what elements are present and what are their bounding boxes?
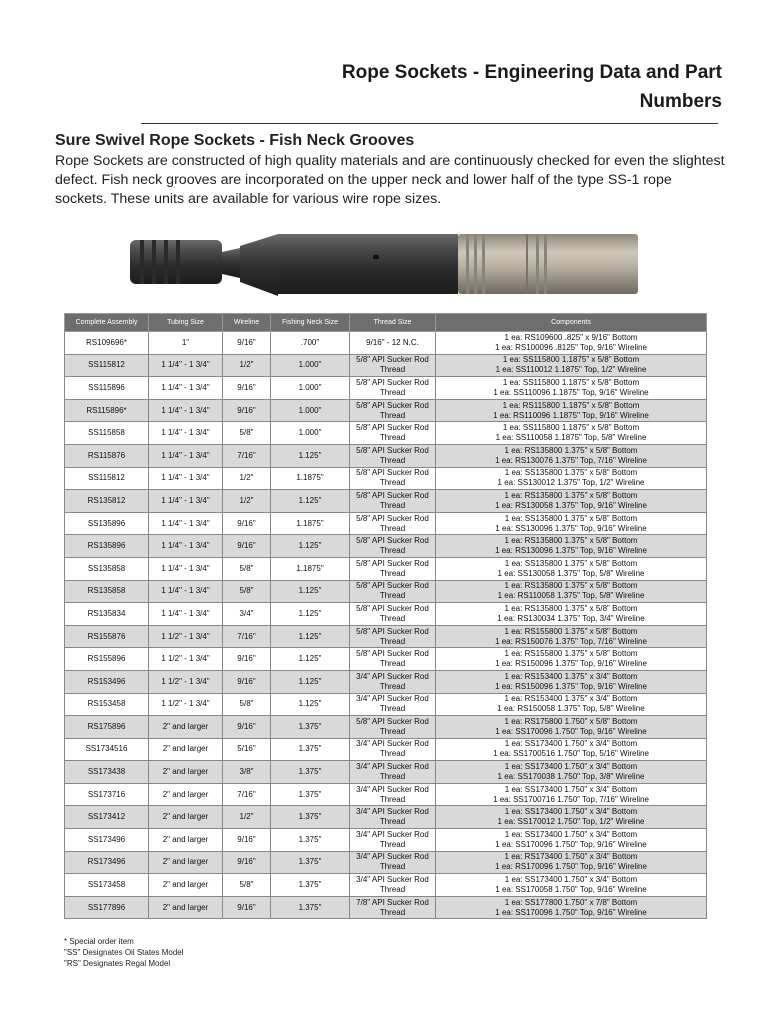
- cell-assembly: SS173716: [65, 783, 149, 806]
- cell-components: [436, 467, 707, 490]
- cell-fishing-neck: 1.000": [271, 377, 350, 400]
- cell-components: [436, 399, 707, 422]
- cell-components: [436, 896, 707, 919]
- cell-tubing-size: 1 1/4" - 1 3/4": [149, 490, 223, 513]
- component-line: 1 ea: SS170096 1.750" Top, 9/16" Wireline: [495, 907, 647, 917]
- component-line: 1 ea: RS150076 1.375" Top, 7/16" Wireline: [495, 636, 647, 646]
- cell-tubing-size: 1 1/4" - 1 3/4": [149, 399, 223, 422]
- component-line: 1 ea: SS1700716 1.750" Top, 7/16" Wireline: [493, 794, 649, 804]
- table-row: [65, 603, 707, 626]
- component-line: 1 ea: SS135800 1.375" x 5/8" Bottom: [504, 558, 638, 568]
- cell-wireline: 5/8": [223, 557, 271, 580]
- cell-assembly: RS109696*: [65, 332, 149, 355]
- cell-fishing-neck: 1.375": [271, 851, 350, 874]
- table-row: [65, 783, 707, 806]
- cell-thread-size: 3/4" API Sucker Rod Thread: [350, 670, 436, 693]
- component-line: 1 ea: RS170096 1.750" Top, 9/16" Wireline: [495, 862, 647, 872]
- cell-fishing-neck: 1.375": [271, 761, 350, 784]
- cell-thread-size: 3/4" API Sucker Rod Thread: [350, 761, 436, 784]
- cell-thread-size: 9/16" - 12 N.C.: [350, 332, 436, 355]
- cell-tubing-size: 2" and larger: [149, 851, 223, 874]
- cell-assembly: RS175896: [65, 716, 149, 739]
- component-line: 1 ea: SS110058 1.1875" Top, 5/8" Wireline: [495, 433, 647, 443]
- title-divider: [141, 123, 718, 124]
- cell-fishing-neck: 1.375": [271, 783, 350, 806]
- cell-fishing-neck: 1.375": [271, 829, 350, 852]
- cell-components: [436, 444, 707, 467]
- component-line: 1 ea: SS173400 1.750" x 3/4" Bottom: [504, 875, 638, 885]
- table-row: [65, 693, 707, 716]
- cell-tubing-size: 2" and larger: [149, 806, 223, 829]
- cell-assembly: RS135812: [65, 490, 149, 513]
- component-line: 1 ea: SS110012 1.1875" Top, 1/2" Wireline: [495, 365, 647, 375]
- cell-fishing-neck: .700": [271, 332, 350, 355]
- cell-components: [436, 874, 707, 897]
- cell-thread-size: 3/4" API Sucker Rod Thread: [350, 806, 436, 829]
- cell-components: [436, 829, 707, 852]
- table-row: [65, 444, 707, 467]
- cell-thread-size: 7/8" API Sucker Rod Thread: [350, 896, 436, 919]
- component-line: 1 ea: RS155800 1.375" x 5/8" Bottom: [504, 649, 638, 659]
- cell-wireline: 9/16": [223, 716, 271, 739]
- cell-fishing-neck: 1.125": [271, 444, 350, 467]
- component-line: 1 ea: RS173400 1.750" x 3/4" Bottom: [504, 852, 638, 862]
- component-line: 1 ea: RS155800 1.375" x 5/8" Bottom: [504, 626, 638, 636]
- cell-wireline: 7/16": [223, 783, 271, 806]
- table-row: [65, 557, 707, 580]
- cell-assembly: SS1734516: [65, 738, 149, 761]
- cell-components: [436, 851, 707, 874]
- cell-tubing-size: 2" and larger: [149, 761, 223, 784]
- cell-components: [436, 716, 707, 739]
- cell-fishing-neck: 1.1875": [271, 557, 350, 580]
- component-line: 1 ea: RS150058 1.375" Top, 5/8" Wireline: [497, 704, 645, 714]
- component-line: 1 ea: RS109600 .825" x 9/16" Bottom: [504, 332, 638, 342]
- cell-assembly: RS135896: [65, 535, 149, 558]
- cell-wireline: 9/16": [223, 512, 271, 535]
- component-line: 1 ea: SS170096 1.750" Top, 9/16" Wireline: [495, 726, 647, 736]
- footnote-rs-model: "RS" Designates Regal Model: [64, 959, 171, 968]
- component-line: 1 ea: SS135800 1.375" x 5/8" Bottom: [504, 468, 638, 478]
- cell-thread-size: 3/4" API Sucker Rod Thread: [350, 693, 436, 716]
- footnotes: [64, 936, 184, 969]
- cell-tubing-size: 1 1/4" - 1 3/4": [149, 444, 223, 467]
- cell-fishing-neck: 1.125": [271, 670, 350, 693]
- cell-wireline: 1/2": [223, 467, 271, 490]
- cell-assembly: SS115858: [65, 422, 149, 445]
- table-row: [65, 625, 707, 648]
- cell-fishing-neck: 1.125": [271, 490, 350, 513]
- cell-tubing-size: 1 1/4" - 1 3/4": [149, 557, 223, 580]
- cell-components: [436, 693, 707, 716]
- cell-wireline: 9/16": [223, 829, 271, 852]
- cell-thread-size: 5/8" API Sucker Rod Thread: [350, 603, 436, 626]
- cell-components: [436, 783, 707, 806]
- component-line: 1 ea: SS135800 1.375" x 5/8" Bottom: [504, 513, 638, 523]
- component-line: 1 ea: RS100096 .8125" Top, 9/16" Wireline: [495, 342, 647, 352]
- cell-tubing-size: 1 1/4" - 1 3/4": [149, 580, 223, 603]
- table-row: [65, 377, 707, 400]
- cell-components: [436, 377, 707, 400]
- component-line: 1 ea: SS130058 1.375" Top, 5/8" Wireline: [497, 568, 645, 578]
- cell-assembly: SS177896: [65, 896, 149, 919]
- table-row: [65, 806, 707, 829]
- table-row: [65, 738, 707, 761]
- cell-assembly: SS135896: [65, 512, 149, 535]
- page-title-line-2: Numbers: [639, 91, 722, 112]
- cell-assembly: SS173496: [65, 829, 149, 852]
- component-line: 1 ea: RS150096 1.375" Top, 9/16" Wireline: [495, 659, 647, 669]
- cell-wireline: 5/8": [223, 874, 271, 897]
- cell-assembly: RS173496: [65, 851, 149, 874]
- cell-thread-size: 5/8" API Sucker Rod Thread: [350, 422, 436, 445]
- cell-fishing-neck: 1.125": [271, 625, 350, 648]
- component-line: 1 ea: RS150096 1.375" Top, 9/16" Wireline: [495, 681, 647, 691]
- cell-fishing-neck: 1.125": [271, 693, 350, 716]
- component-line: 1 ea: SS110096 1.1875" Top, 9/16" Wireline: [493, 387, 649, 397]
- cell-tubing-size: 2" and larger: [149, 783, 223, 806]
- cell-fishing-neck: 1.375": [271, 738, 350, 761]
- cell-components: [436, 512, 707, 535]
- table-row: [65, 512, 707, 535]
- component-line: 1 ea: RS135800 1.375" x 5/8" Bottom: [504, 536, 638, 546]
- cell-components: [436, 354, 707, 377]
- component-line: 1 ea: SS177800 1.750" x 7/8" Bottom: [504, 897, 638, 907]
- cell-assembly: RS153458: [65, 693, 149, 716]
- cell-wireline: 9/16": [223, 648, 271, 671]
- cell-wireline: 5/8": [223, 422, 271, 445]
- table-row: [65, 761, 707, 784]
- footnote-special-order: * Special order item: [64, 937, 134, 946]
- cell-thread-size: 5/8" API Sucker Rod Thread: [350, 490, 436, 513]
- cell-wireline: 1/2": [223, 490, 271, 513]
- cell-thread-size: 5/8" API Sucker Rod Thread: [350, 535, 436, 558]
- cell-assembly: SS115812: [65, 354, 149, 377]
- cell-wireline: 7/16": [223, 625, 271, 648]
- cell-tubing-size: 1 1/4" - 1 3/4": [149, 467, 223, 490]
- cell-components: [436, 603, 707, 626]
- table-row: [65, 851, 707, 874]
- cell-wireline: 9/16": [223, 851, 271, 874]
- cell-components: [436, 738, 707, 761]
- cell-wireline: 5/16": [223, 738, 271, 761]
- cell-components: [436, 557, 707, 580]
- cell-thread-size: 5/8" API Sucker Rod Thread: [350, 557, 436, 580]
- cell-tubing-size: 1 1/2" - 1 3/4": [149, 648, 223, 671]
- cell-components: [436, 761, 707, 784]
- cell-components: [436, 422, 707, 445]
- component-line: 1 ea: RS135800 1.375" x 5/8" Bottom: [504, 581, 638, 591]
- cell-wireline: 9/16": [223, 399, 271, 422]
- cell-thread-size: 3/4" API Sucker Rod Thread: [350, 874, 436, 897]
- header-fishing-neck-size: Fishing Neck Size: [271, 314, 350, 332]
- table-row: [65, 467, 707, 490]
- component-line: 1 ea: RS110096 1.1875" Top, 9/16" Wireline: [493, 410, 649, 420]
- component-line: 1 ea: RS115800 1.1875" x 5/8" Bottom: [502, 400, 640, 410]
- cell-assembly: SS173438: [65, 761, 149, 784]
- component-line: 1 ea: SS170012 1.750" Top, 1/2" Wireline: [497, 817, 645, 827]
- cell-fishing-neck: 1.000": [271, 354, 350, 377]
- cell-tubing-size: 2" and larger: [149, 896, 223, 919]
- cell-wireline: 1/2": [223, 354, 271, 377]
- component-line: 1 ea: SS170096 1.750" Top, 9/16" Wireline: [495, 839, 647, 849]
- component-line: 1 ea: SS1700516 1.750" Top, 5/16" Wireline: [493, 749, 649, 759]
- cell-thread-size: 5/8" API Sucker Rod Thread: [350, 399, 436, 422]
- component-line: 1 ea: RS175800 1.750" x 5/8" Bottom: [504, 716, 638, 726]
- cell-wireline: 5/8": [223, 580, 271, 603]
- cell-fishing-neck: 1.375": [271, 874, 350, 897]
- table-row: [65, 399, 707, 422]
- cell-wireline: 3/4": [223, 603, 271, 626]
- table-header-row: [65, 314, 707, 332]
- cell-components: [436, 670, 707, 693]
- cell-tubing-size: 1 1/4" - 1 3/4": [149, 512, 223, 535]
- component-line: 1 ea: SS173400 1.750" x 3/4" Bottom: [504, 829, 638, 839]
- cell-thread-size: 5/8" API Sucker Rod Thread: [350, 512, 436, 535]
- component-line: 1 ea: SS170058 1.750" Top, 9/16" Wireline: [495, 885, 647, 895]
- cell-tubing-size: 1 1/4" - 1 3/4": [149, 377, 223, 400]
- component-line: 1 ea: SS130096 1.375" Top, 9/16" Wireline: [495, 523, 647, 533]
- cell-wireline: 5/8": [223, 693, 271, 716]
- cell-assembly: RS155876: [65, 625, 149, 648]
- footnote-ss-model: "SS" Designates Oil States Model: [64, 948, 184, 957]
- table-row: [65, 422, 707, 445]
- cell-thread-size: 5/8" API Sucker Rod Thread: [350, 467, 436, 490]
- cell-components: [436, 648, 707, 671]
- cell-fishing-neck: 1.375": [271, 716, 350, 739]
- cell-tubing-size: 1 1/2" - 1 3/4": [149, 693, 223, 716]
- cell-fishing-neck: 1.375": [271, 896, 350, 919]
- cell-assembly: RS115876: [65, 444, 149, 467]
- cell-wireline: 9/16": [223, 896, 271, 919]
- page-title-line-1: Rope Sockets - Engineering Data and Part: [341, 62, 722, 83]
- table-row: [65, 829, 707, 852]
- intro-paragraph: Rope Sockets are constructed of high quality materials and are continuously checked for even the slightest defect. Fish neck grooves are incorporated on the upper neck and lower half of the type SS-1 rope sockets. These units are available for various wire rope sizes.: [55, 153, 725, 207]
- cell-assembly: SS115812: [65, 467, 149, 490]
- cell-thread-size: 5/8" API Sucker Rod Thread: [350, 716, 436, 739]
- cell-components: [436, 625, 707, 648]
- cell-fishing-neck: 1.000": [271, 422, 350, 445]
- component-line: 1 ea: SS173400 1.750" x 3/4" Bottom: [504, 807, 638, 817]
- header-complete-assembly: Complete Assembly: [65, 314, 149, 332]
- cell-fishing-neck: 1.000": [271, 399, 350, 422]
- cell-fishing-neck: 1.125": [271, 603, 350, 626]
- cell-components: [436, 580, 707, 603]
- component-line: 1 ea: RS153400 1.375" x 3/4" Bottom: [504, 671, 638, 681]
- component-line: 1 ea: RS135800 1.375" x 5/8" Bottom: [504, 603, 638, 613]
- cell-fishing-neck: 1.125": [271, 648, 350, 671]
- cell-thread-size: 5/8" API Sucker Rod Thread: [350, 354, 436, 377]
- component-line: 1 ea: RS110058 1.375" Top, 5/8" Wireline: [497, 591, 645, 601]
- cell-fishing-neck: 1.125": [271, 535, 350, 558]
- component-line: 1 ea: RS153400 1.375" x 3/4" Bottom: [504, 694, 638, 704]
- table-row: [65, 354, 707, 377]
- cell-thread-size: 3/4" API Sucker Rod Thread: [350, 851, 436, 874]
- component-line: 1 ea: SS173400 1.750" x 3/4" Bottom: [504, 762, 638, 772]
- cell-assembly: RS153496: [65, 670, 149, 693]
- cell-components: [436, 490, 707, 513]
- component-line: 1 ea: SS130012 1.375" Top, 1/2" Wireline: [497, 478, 645, 488]
- cell-tubing-size: 1": [149, 332, 223, 355]
- page-title: [200, 58, 722, 116]
- cell-assembly: RS115896*: [65, 399, 149, 422]
- component-line: 1 ea: SS115800 1.1875" x 5/8" Bottom: [502, 355, 640, 365]
- table-row: [65, 490, 707, 513]
- component-line: 1 ea: SS173400 1.750" x 3/4" Bottom: [504, 739, 638, 749]
- table-row: [65, 874, 707, 897]
- cell-wireline: 7/16": [223, 444, 271, 467]
- cell-wireline: 3/8": [223, 761, 271, 784]
- cell-components: [436, 806, 707, 829]
- cell-tubing-size: 1 1/2" - 1 3/4": [149, 670, 223, 693]
- cell-tubing-size: 1 1/4" - 1 3/4": [149, 354, 223, 377]
- cell-assembly: SS135858: [65, 557, 149, 580]
- table-row: [65, 716, 707, 739]
- component-line: 1 ea: RS130034 1.375" Top, 3/4" Wireline: [497, 613, 645, 623]
- cell-thread-size: 5/8" API Sucker Rod Thread: [350, 444, 436, 467]
- cell-wireline: 9/16": [223, 535, 271, 558]
- cell-tubing-size: 2" and larger: [149, 738, 223, 761]
- cell-fishing-neck: 1.1875": [271, 512, 350, 535]
- component-line: 1 ea: RS130096 1.375" Top, 9/16" Wireline: [495, 546, 647, 556]
- cell-wireline: 9/16": [223, 332, 271, 355]
- cell-assembly: RS135858: [65, 580, 149, 603]
- cell-assembly: SS173458: [65, 874, 149, 897]
- rope-socket-table: [64, 313, 707, 919]
- table-row: [65, 648, 707, 671]
- cell-tubing-size: 1 1/2" - 1 3/4": [149, 625, 223, 648]
- component-line: 1 ea: SS115800 1.1875" x 5/8" Bottom: [502, 423, 640, 433]
- table-row: [65, 580, 707, 603]
- cell-tubing-size: 2" and larger: [149, 874, 223, 897]
- component-line: 1 ea: RS135800 1.375" x 5/8" Bottom: [504, 490, 638, 500]
- header-thread-size: Thread Size: [350, 314, 436, 332]
- cell-thread-size: 5/8" API Sucker Rod Thread: [350, 377, 436, 400]
- cell-fishing-neck: 1.375": [271, 806, 350, 829]
- cell-thread-size: 5/8" API Sucker Rod Thread: [350, 648, 436, 671]
- cell-thread-size: 3/4" API Sucker Rod Thread: [350, 783, 436, 806]
- component-line: 1 ea: RS130058 1.375" Top, 9/16" Wireline: [495, 500, 647, 510]
- header-tubing-size: Tubing Size: [149, 314, 223, 332]
- cell-thread-size: 5/8" API Sucker Rod Thread: [350, 625, 436, 648]
- header-components: Components: [436, 314, 707, 332]
- cell-thread-size: 5/8" API Sucker Rod Thread: [350, 580, 436, 603]
- cell-wireline: 9/16": [223, 670, 271, 693]
- header-wireline: Wireline: [223, 314, 271, 332]
- component-line: 1 ea: RS130076 1.375" Top, 7/16" Wireline: [495, 455, 647, 465]
- component-line: 1 ea: SS115800 1.1875" x 5/8" Bottom: [502, 377, 640, 387]
- cell-components: [436, 535, 707, 558]
- cell-wireline: 9/16": [223, 377, 271, 400]
- rope-socket-image: [128, 224, 648, 314]
- cell-assembly: SS173412: [65, 806, 149, 829]
- cell-fishing-neck: 1.1875": [271, 467, 350, 490]
- cell-components: [436, 332, 707, 355]
- cell-wireline: 1/2": [223, 806, 271, 829]
- cell-tubing-size: 2" and larger: [149, 829, 223, 852]
- cell-tubing-size: 1 1/4" - 1 3/4": [149, 535, 223, 558]
- table-row: [65, 670, 707, 693]
- table-row: [65, 896, 707, 919]
- table-row: [65, 332, 707, 355]
- cell-tubing-size: 2" and larger: [149, 716, 223, 739]
- cell-assembly: RS155896: [65, 648, 149, 671]
- section-subtitle: Sure Swivel Rope Sockets - Fish Neck Grooves: [55, 132, 415, 149]
- cell-assembly: SS115896: [65, 377, 149, 400]
- cell-thread-size: 3/4" API Sucker Rod Thread: [350, 829, 436, 852]
- table-row: [65, 535, 707, 558]
- cell-tubing-size: 1 1/4" - 1 3/4": [149, 422, 223, 445]
- cell-thread-size: 3/4" API Sucker Rod Thread: [350, 738, 436, 761]
- cell-tubing-size: 1 1/4" - 1 3/4": [149, 603, 223, 626]
- component-line: 1 ea: RS135800 1.375" x 5/8" Bottom: [504, 445, 638, 455]
- cell-fishing-neck: 1.125": [271, 580, 350, 603]
- component-line: 1 ea: SS173400 1.750" x 3/4" Bottom: [504, 784, 638, 794]
- cell-assembly: RS135834: [65, 603, 149, 626]
- component-line: 1 ea: SS170038 1.750" Top, 3/8" Wireline: [497, 772, 645, 782]
